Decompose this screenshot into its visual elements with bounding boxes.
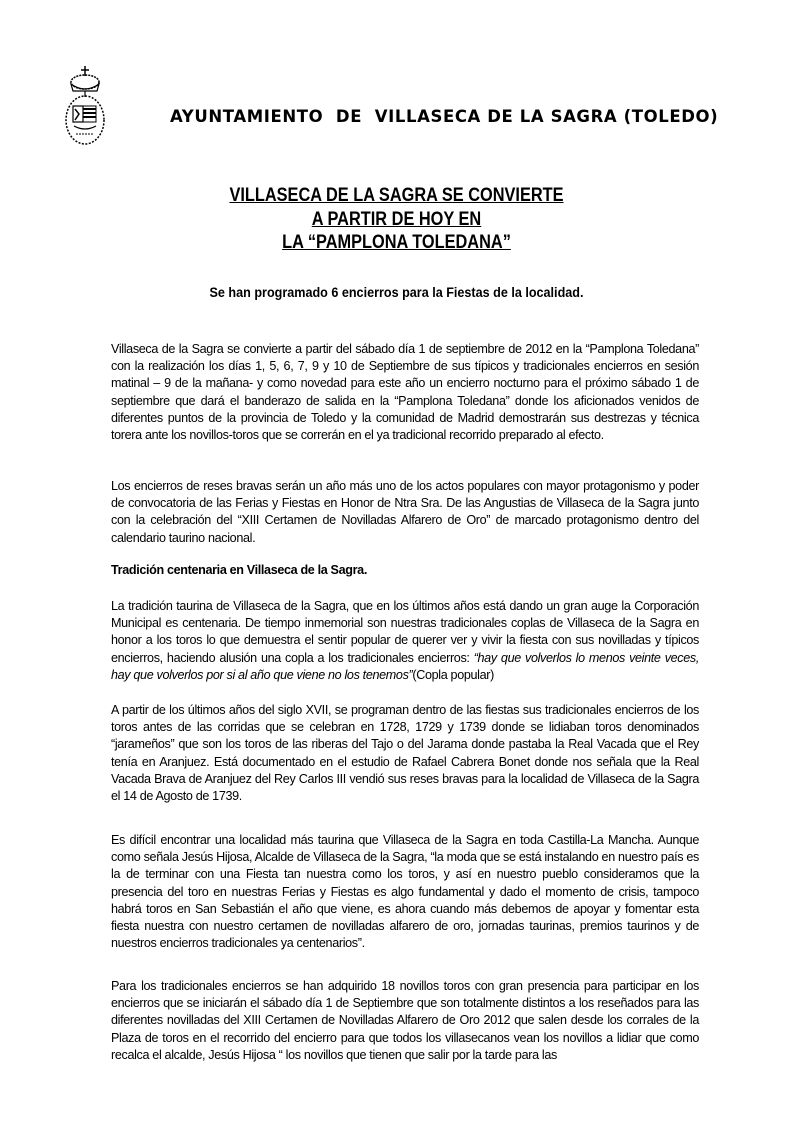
paragraph-6: Para los tradicionales encierros se han adquirido 18 novillos toros con gran presencia para participar en los encierros que se iniciarán el sábado día 1 de Septiembre que son totalmente distintos a los reseñados para las diferentes novilladas del XIII Certamen de Novilladas Alfarero de Oro 2012 que salen desde los corrales de la Plaza de toros en el recorrido del encierro para que todos los villasecanos vean los novillos a lidiar que como recalca el alcalde, Jesús Hijosa “ los novillos que tienen que salir por la tarde para las xyxy=(111,979,699,1062)
paragraph-3 xyxy=(111,598,699,684)
section-heading: Tradición centenaria en Villaseca de la Sagra. xyxy=(111,563,367,577)
paragraph-4: A partir de los últimos años del siglo XVII, se programan dentro de las fiestas sus tradicionales encierros de los toros antes de las corridas que se celebran en 1728, 1729 y 1739 donde se lidiaban toros denominados “jarameños” que son los toros de las riberas del Tajo o del Jarama donde pastaba la Real Vacada que el Rey tenía en Aranjuez. Está documentado en el estudio de Rafael Cabrera Bonet donde nos señala que la Real Vacada Brava de Aranjuez del Rey Carlos III vendió sus reses bravas para la localidad de Villaseca de la Sagra el 14 de Agosto de 1739. xyxy=(111,703,699,804)
paragraph-3-text: La tradición taurina de Villaseca de la Sagra, que en los últimos años está dando un gran auge la Corporación Municipal es centenaria. De tiempo inmemorial son nuestras tradicionales coplas de Villaseca de la Sagra en honor a los toros lo que demuestra el sentir popular de querer ver y vivir la fiesta con sus novilladas y típicos encierros, haciendo alusión una copla a los tradicionales encierros: xyxy=(111,599,699,665)
subtitle: Se han programado 6 encierros para la Fiestas de la localidad. xyxy=(209,284,584,300)
organization-header: AYUNTAMIENTO DE VILLASECA DE LA SAGRA (TOLEDO) xyxy=(170,107,719,126)
paragraph-5: Es difícil encontrar una localidad más taurina que Villaseca de la Sagra en toda Castilla-La Mancha. Aunque como señala Jesús Hijosa, Alcalde de Villaseca de la Sagra, “la moda que se está instalando en nuestro país es la de terminar con una Fiesta tan nuestra como los toros, y así en nuestro pueblo consideramos que la presencia del toro en nuestras Ferias y Fiestas es algo fundamental y dado el momento de crisis, tampoco habrá toros en San Sebastián el año que viene, es ahora cuando más debemos de apoyar y fomentar esta fiesta nuestra con nuestro certamen de novilladas alfarero de oro, jornadas taurinas, premios taurinos y de nuestros encierros tradicionales ya centenarios”. xyxy=(111,833,699,951)
paragraph-2: Los encierros de reses bravas serán un año más uno de los actos populares con mayor protagonismo y poder de convocatoria de las Ferias y Fiestas en Honor de Ntra Sra. De las Angustias de Villaseca de la Sagra junto con la celebración del “XIII Certamen de Novilladas Alfarero de Oro” de marcado protagonismo dentro del calendario taurino nacional. xyxy=(111,479,699,545)
copla-attribution: (Copla popular) xyxy=(412,667,494,682)
headline xyxy=(56,184,738,255)
paragraph-1: Villaseca de la Sagra se convierte a partir del sábado día 1 de septiembre de 2012 en la “Pamplona Toledana” con la realización los días 1, 5, 6, 7, 9 y 10 de Septiembre de sus típicos y tradicionales encierros en sesión matinal – 9 de la mañana- y como novedad para este año un encierro nocturno para el próximo sábado 1 de septiembre que dará el banderazo de salida en la “Pamplona Toledana” donde los aficionados venidos de diferentes puntos de la provincia de Toledo y la comunidad de Madrid demostrarán sus destrezas y técnica torera ante los novillos-toros que se correrán en el ya tradicional recorrido preparado al efecto. xyxy=(111,342,699,443)
coat-of-arms-icon xyxy=(62,64,108,146)
headline-line-2: A PARTIR DE HOY EN xyxy=(311,208,482,230)
headline-line-1: VILLASECA DE LA SAGRA SE CONVIERTE xyxy=(229,185,564,206)
copla-quote: “hay que volverlos lo menos veinte veces, hay que volverlos por si al año que viene no los tenemos” xyxy=(111,650,700,682)
headline-line-3: LA “PAMPLONA TOLEDANA” xyxy=(282,232,511,253)
